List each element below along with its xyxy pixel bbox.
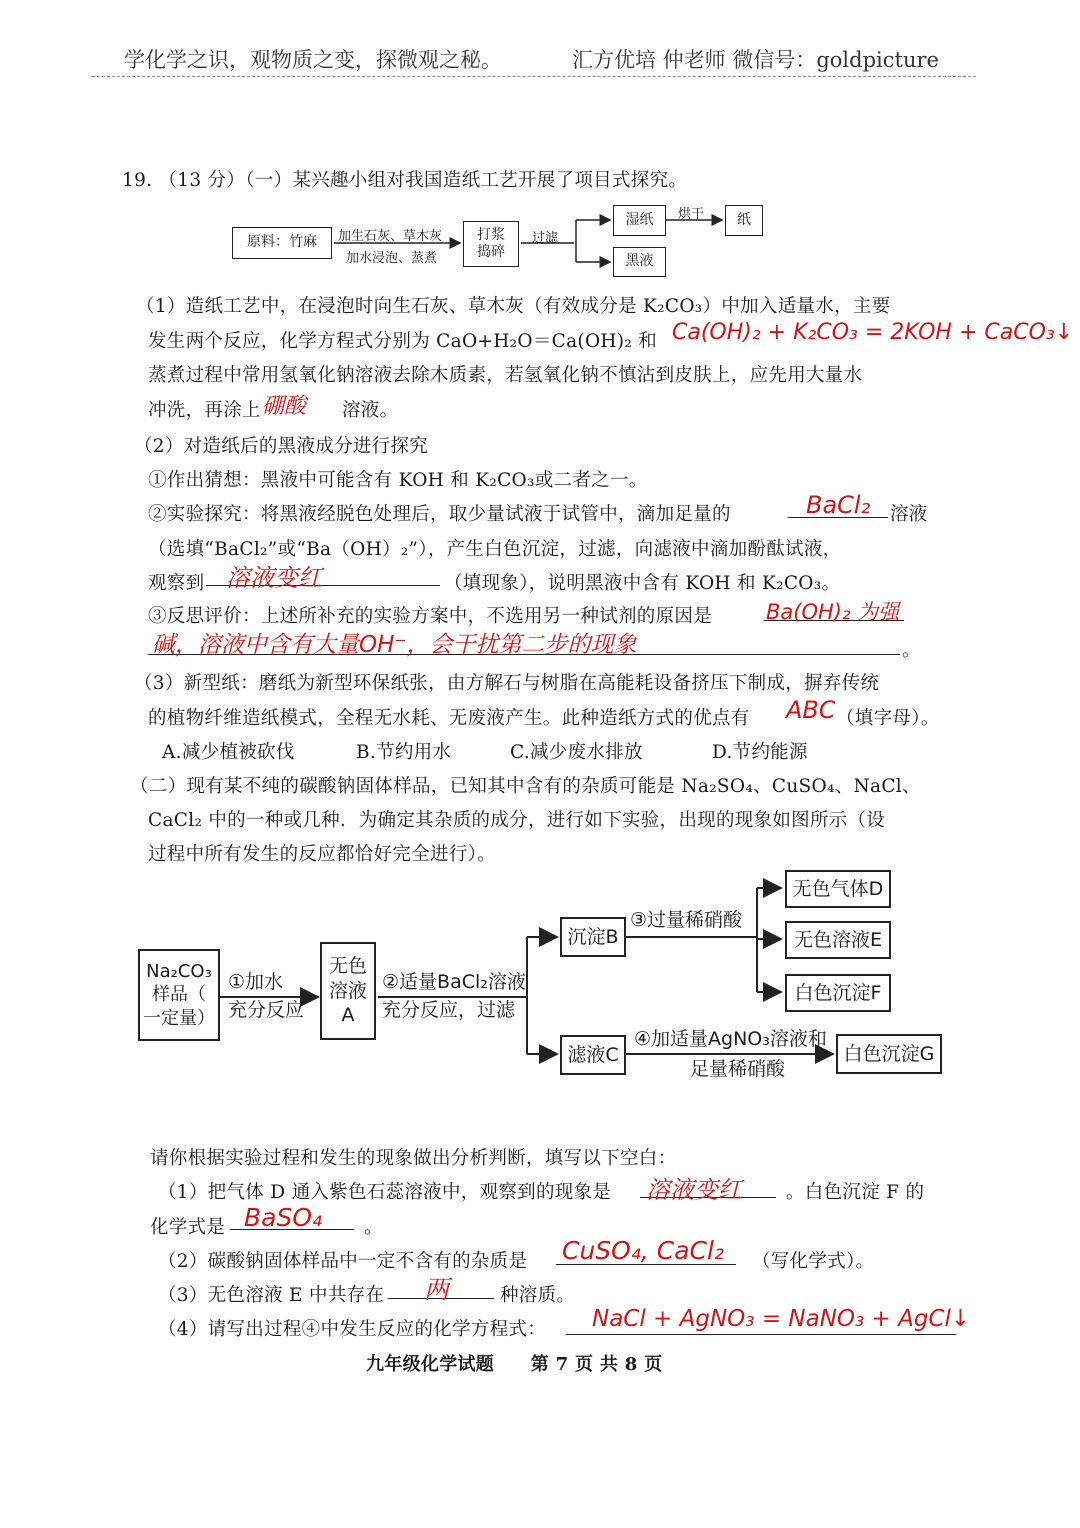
precipitate-f-box	[785, 974, 891, 1012]
answer-phenomenon: 溶液变红	[226, 564, 322, 592]
step1-add-water: ①加水	[228, 971, 284, 993]
solution-a-text-2: 溶液	[328, 979, 367, 1002]
solution-a-text-3: A	[341, 1004, 355, 1027]
b1-line-c: 化学式是	[150, 1217, 226, 1238]
b3-line-b: 种溶质。	[500, 1285, 576, 1306]
p2-hypothesis: ①作出猜想：黑液中可能含有 KOH 和 K₂CO₃或二者之一。	[148, 470, 648, 491]
precipitate-b-label: 沉淀B	[567, 925, 619, 948]
precipitate-b-box	[560, 917, 626, 957]
analysis-intro: 请你根据实验过程和发生的现象做出分析判断，填写以下空白：	[150, 1148, 677, 1169]
solution-e-box	[785, 921, 891, 959]
sample-box	[138, 949, 220, 1041]
p2-experiment-a: ②实验探究：将黑液经脱色处理后，取少量试液于试管中，滴加足量的	[148, 504, 731, 525]
answer-reason-1: Ba(OH)₂ 为强	[766, 600, 900, 624]
gas-d-label: 无色气体D	[792, 877, 884, 900]
header-motto: 学化学之识，观物质之变，探微观之秘。	[124, 48, 502, 72]
p2-observe-b: （填现象），说明黑液中含有 KOH 和 K₂CO₃。	[444, 573, 841, 594]
part2-line1: （二）现有某不纯的碳酸钠固体样品，已知其中含有的杂质可能是 Na₂SO₄、CuSO₄、NaCl、	[130, 776, 921, 797]
precipitate-g-box	[836, 1034, 942, 1074]
part2-line3: 过程中所有发生的反应都恰好完全进行）。	[148, 844, 496, 865]
p1-line3: 蒸煮过程中常用氢氧化钠溶液去除木质素，若氢氧化钠不慎沾到皮肤上，应先用大量水	[148, 365, 863, 386]
step3-nitric-acid: ③过量稀硝酸	[630, 909, 743, 931]
sample-text-1: 样品（	[152, 984, 206, 1006]
page-footer: 九年级化学试题 第 7 页 共 8 页	[366, 1354, 663, 1375]
solution-a-text-1: 无色	[328, 954, 367, 977]
b1-line-a: （1）把气体 D 通入紫色石蕊溶液中，观察到的现象是	[158, 1182, 612, 1203]
b3-line-a: （3）无色溶液 E 中共存在	[158, 1285, 385, 1306]
b4-line-a: （4）请写出过程④中发生反应的化学方程式：	[158, 1319, 547, 1340]
precipitate-f-label: 白色沉淀F	[794, 981, 882, 1004]
p1-line4a: 冲洗，再涂上	[148, 400, 261, 421]
answer-impurities: CuSO₄, CaCl₂	[562, 1236, 724, 1265]
p2-observe-a: 观察到	[148, 573, 205, 594]
wet-paper-label: 湿纸	[625, 211, 654, 228]
p3-line1: （3）新型纸：磨纸为新型环保纸张，由方解石与树脂在高能耗设备挤压下制成，摒弃传统	[134, 673, 880, 694]
p2-experiment-b: 溶液	[890, 504, 928, 525]
sample-text-2: 一定量）	[143, 1007, 215, 1029]
p3-line2a: 的植物纤维造纸模式，全程无水耗、无废液产生。此种造纸方式的优点有	[148, 708, 750, 729]
raw-material-label: 原料：竹麻	[247, 234, 317, 251]
step1-top-label: 加生石灰、草木灰	[338, 229, 443, 244]
answer-reason-2: 碱，溶液中含有大量OH⁻，会干扰第二步的现象	[152, 632, 637, 658]
header-teacher: 汇方优培 仲老师 微信号：goldpicture	[572, 48, 939, 72]
p2-reflection: ③反思评价：上述所补充的实验方案中，不选用另一种试剂的原因是	[148, 606, 713, 627]
p2-choice: （选填“BaCl₂”或“Ba（OH）₂”），产生白色沉淀，过滤，向滤液中滴加酚酞试液，	[148, 539, 842, 560]
p3-line2b: （填字母）。	[836, 708, 940, 729]
solution-a-box	[320, 942, 376, 1040]
b2-line-b: （写化学式）。	[752, 1251, 875, 1272]
gas-d-box	[785, 870, 891, 908]
solution-e-label: 无色溶液E	[793, 928, 882, 951]
answer-boric-acid: 硼酸	[262, 394, 307, 419]
sample-formula: Na₂CO₃	[146, 960, 212, 982]
option-c: C.减少废水排放	[510, 742, 643, 763]
answer-equation-1: Ca(OH)₂ + K₂CO₃ = 2KOH + CaCO₃↓	[672, 320, 1074, 345]
p1-line1: （1）造纸工艺中，在浸泡时向生石灰、草木灰（有效成分是 K₂CO₃）中加入适量水，主要	[136, 296, 891, 317]
option-a: A.减少植被砍伐	[162, 742, 295, 763]
answer-litmus: 溶液变红	[646, 1176, 742, 1204]
answer-solutes: 两	[424, 1275, 450, 1304]
b1-line-d: 。	[364, 1217, 383, 1238]
beating-label-top: 打浆	[477, 226, 505, 243]
dry-label: 烘干	[678, 207, 705, 222]
step2-filter: 充分反应，过滤	[382, 999, 516, 1021]
filter-label: 过滤	[532, 231, 559, 246]
p1-line4b: 溶液。	[342, 400, 399, 421]
option-d: D.节约能源	[712, 742, 808, 763]
b1-line-b: 。白色沉淀 F 的	[786, 1182, 925, 1203]
blank-equation-4	[566, 1334, 956, 1335]
answer-equation-4: NaCl + AgNO₃ = NaNO₃ + AgCl↓	[592, 1306, 971, 1332]
p2-reason-end: 。	[902, 640, 921, 661]
filtrate-c-label: 滤液C	[567, 1043, 619, 1066]
answer-advantages: ABC	[786, 696, 836, 724]
beating-label-bottom: 捣碎	[477, 244, 505, 260]
p2-heading: （2）对造纸后的黑液成分进行探究	[134, 436, 429, 457]
paper-label: 纸	[737, 211, 751, 228]
option-b: B.节约用水	[356, 742, 452, 763]
step1-bottom-label: 加水浸泡、蒸煮	[346, 251, 438, 266]
precipitate-g-label: 白色沉淀G	[843, 1042, 935, 1065]
b2-line-a: （2）碳酸钠固体样品中一定不含有的杂质是	[158, 1251, 528, 1272]
step2-bacl2: ②适量BaCl₂溶液	[382, 971, 526, 993]
step4-agno3: ④加适量AgNO₃溶液和	[634, 1028, 827, 1050]
step4-nitric-acid: 足量稀硝酸	[690, 1058, 786, 1080]
answer-reagent: BaCl₂	[806, 491, 871, 519]
black-liquor-label: 黑液	[625, 253, 654, 270]
p1-line2: 发生两个反应，化学方程式分别为 CaO+H₂O＝Ca(OH)₂ 和	[148, 331, 658, 352]
step1-react: 充分反应	[228, 999, 305, 1021]
question-title: 19. （13 分）（一）某兴趣小组对我国造纸工艺开展了项目式探究。	[122, 170, 688, 191]
filtrate-c-box	[560, 1035, 626, 1075]
part2-line2: CaCl₂ 中的一种或几种．为确定其杂质的成分，进行如下实验，出现的现象如图所示（设	[148, 810, 886, 831]
answer-precipitate-f: BaSO₄	[244, 1203, 323, 1232]
